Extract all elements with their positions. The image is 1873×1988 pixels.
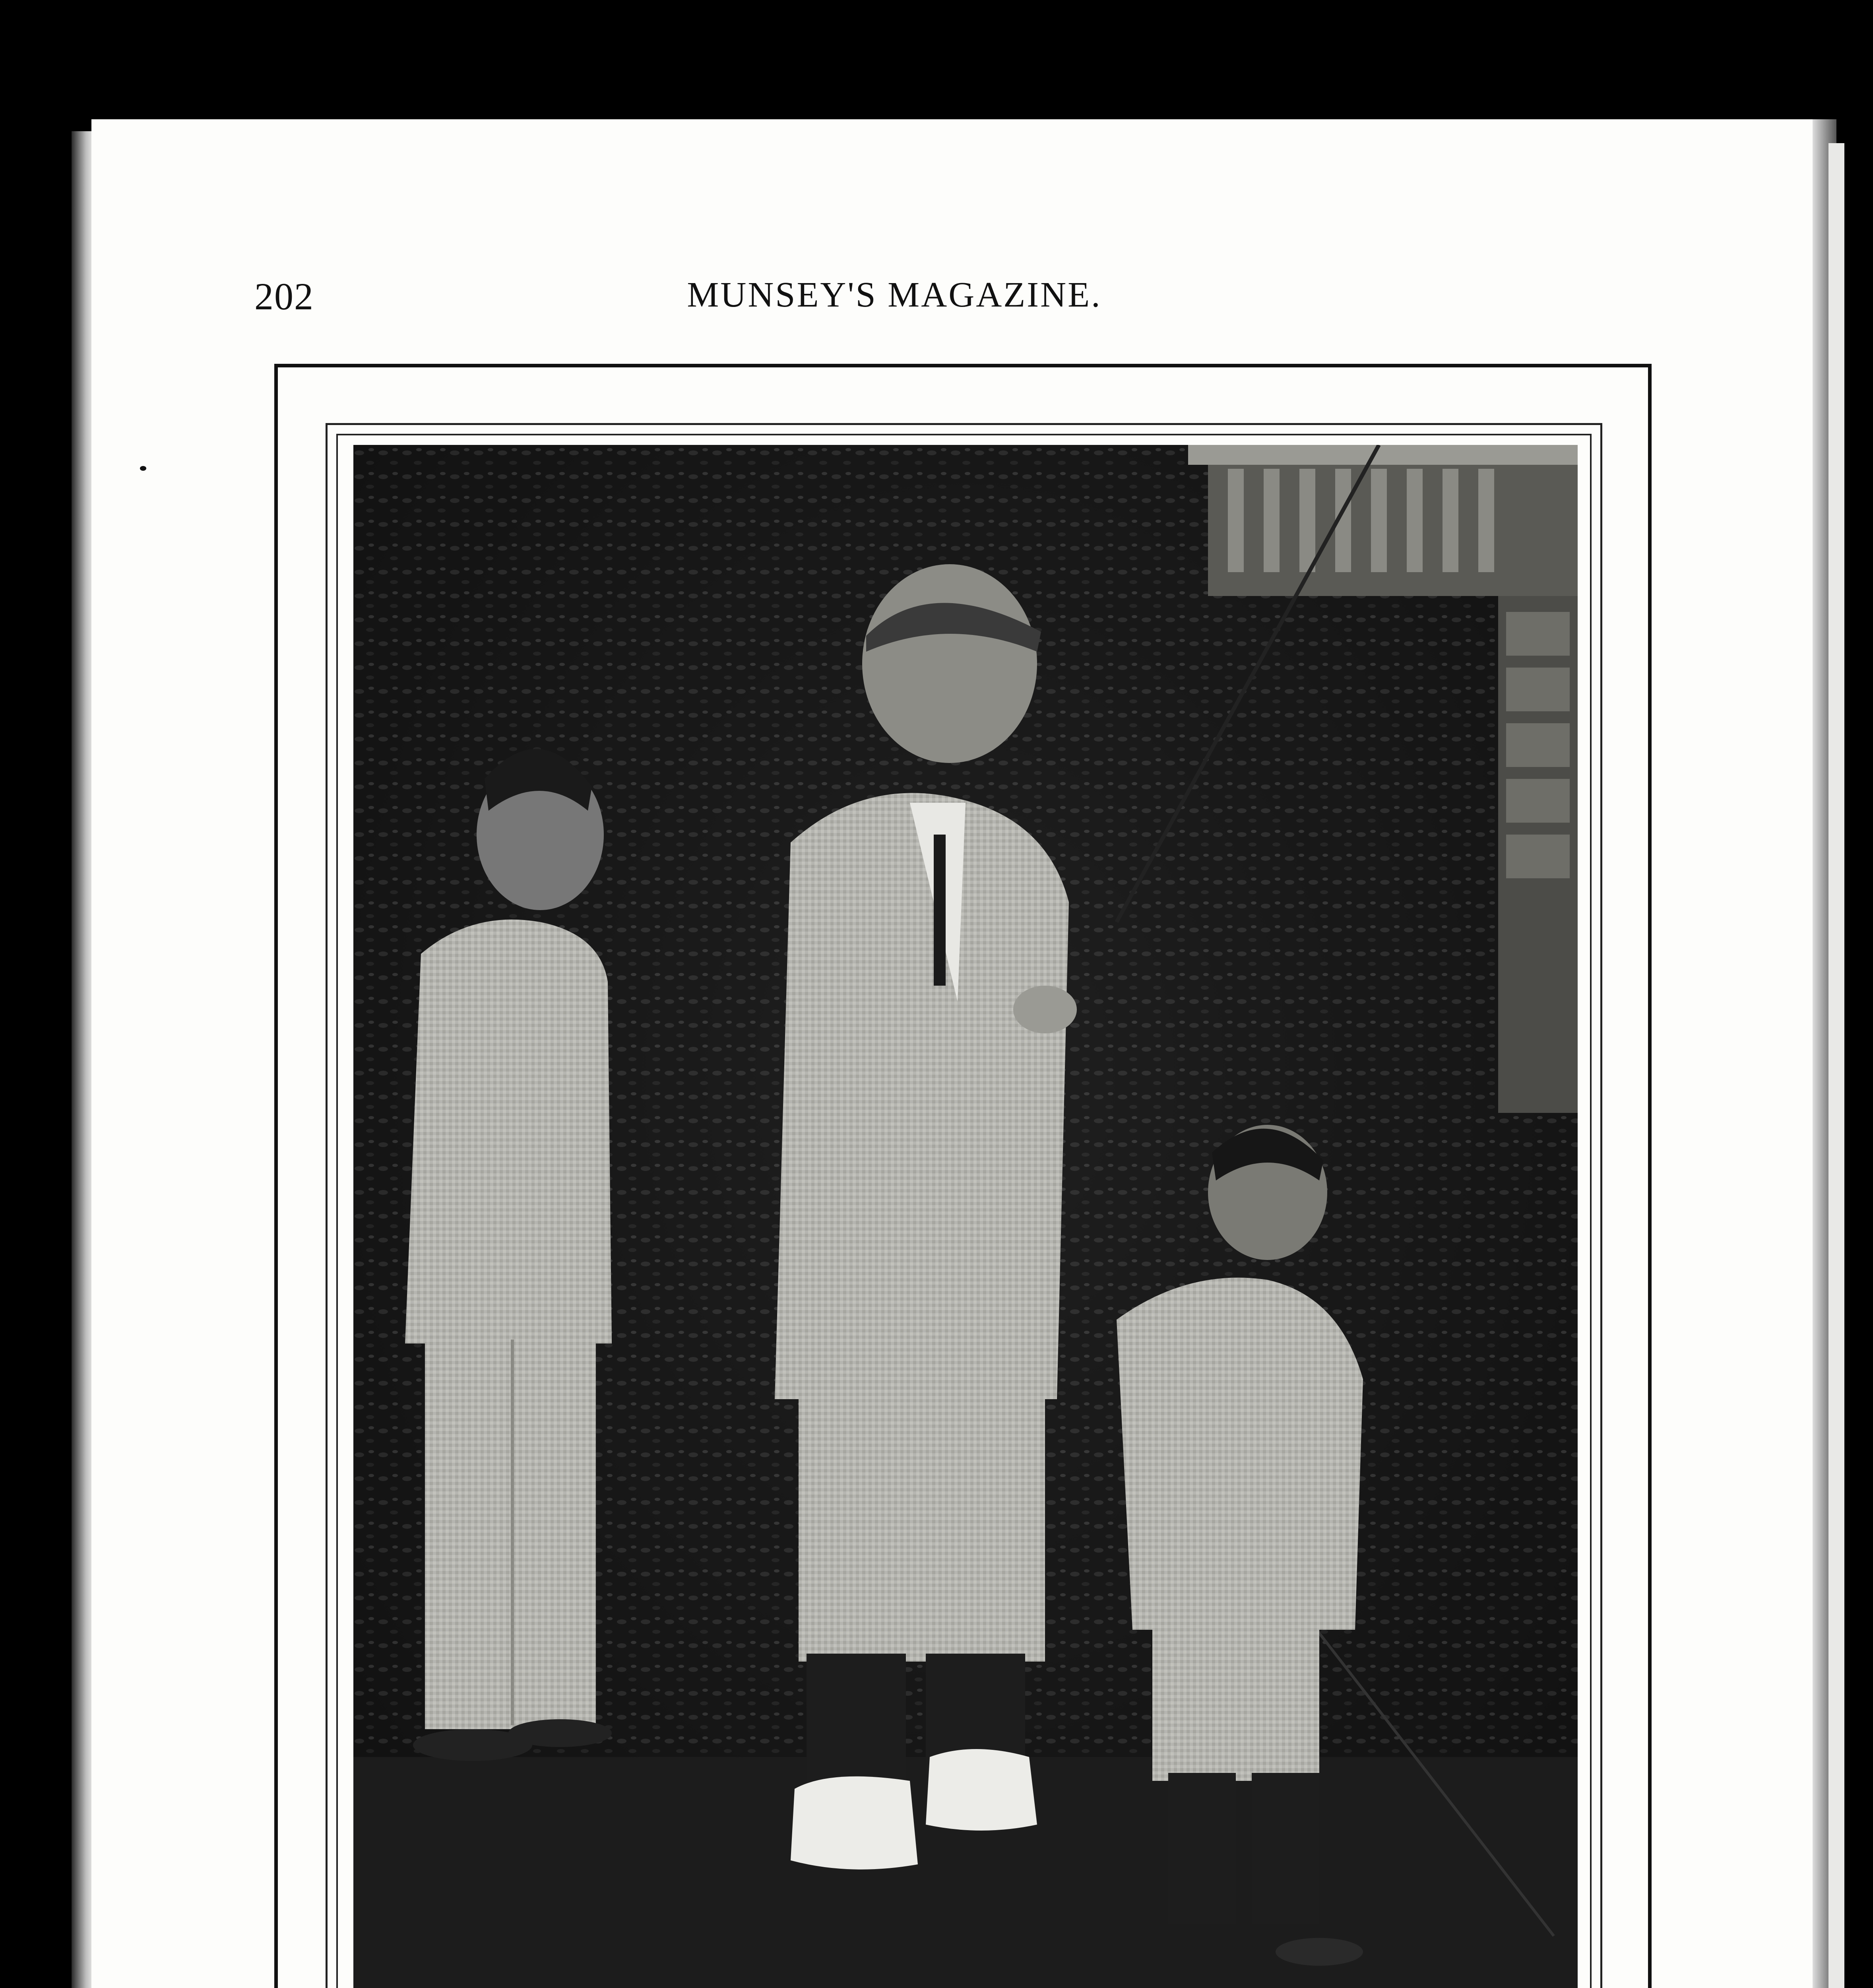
photograph-ambassador-with-sons xyxy=(353,445,1578,1988)
photo-frame xyxy=(274,364,1652,1988)
next-page-edge xyxy=(1828,143,1844,1988)
scan-speck xyxy=(140,466,146,471)
magazine-title: MUNSEY'S MAGAZINE. xyxy=(687,275,1102,315)
page-number: 202 xyxy=(254,275,314,318)
